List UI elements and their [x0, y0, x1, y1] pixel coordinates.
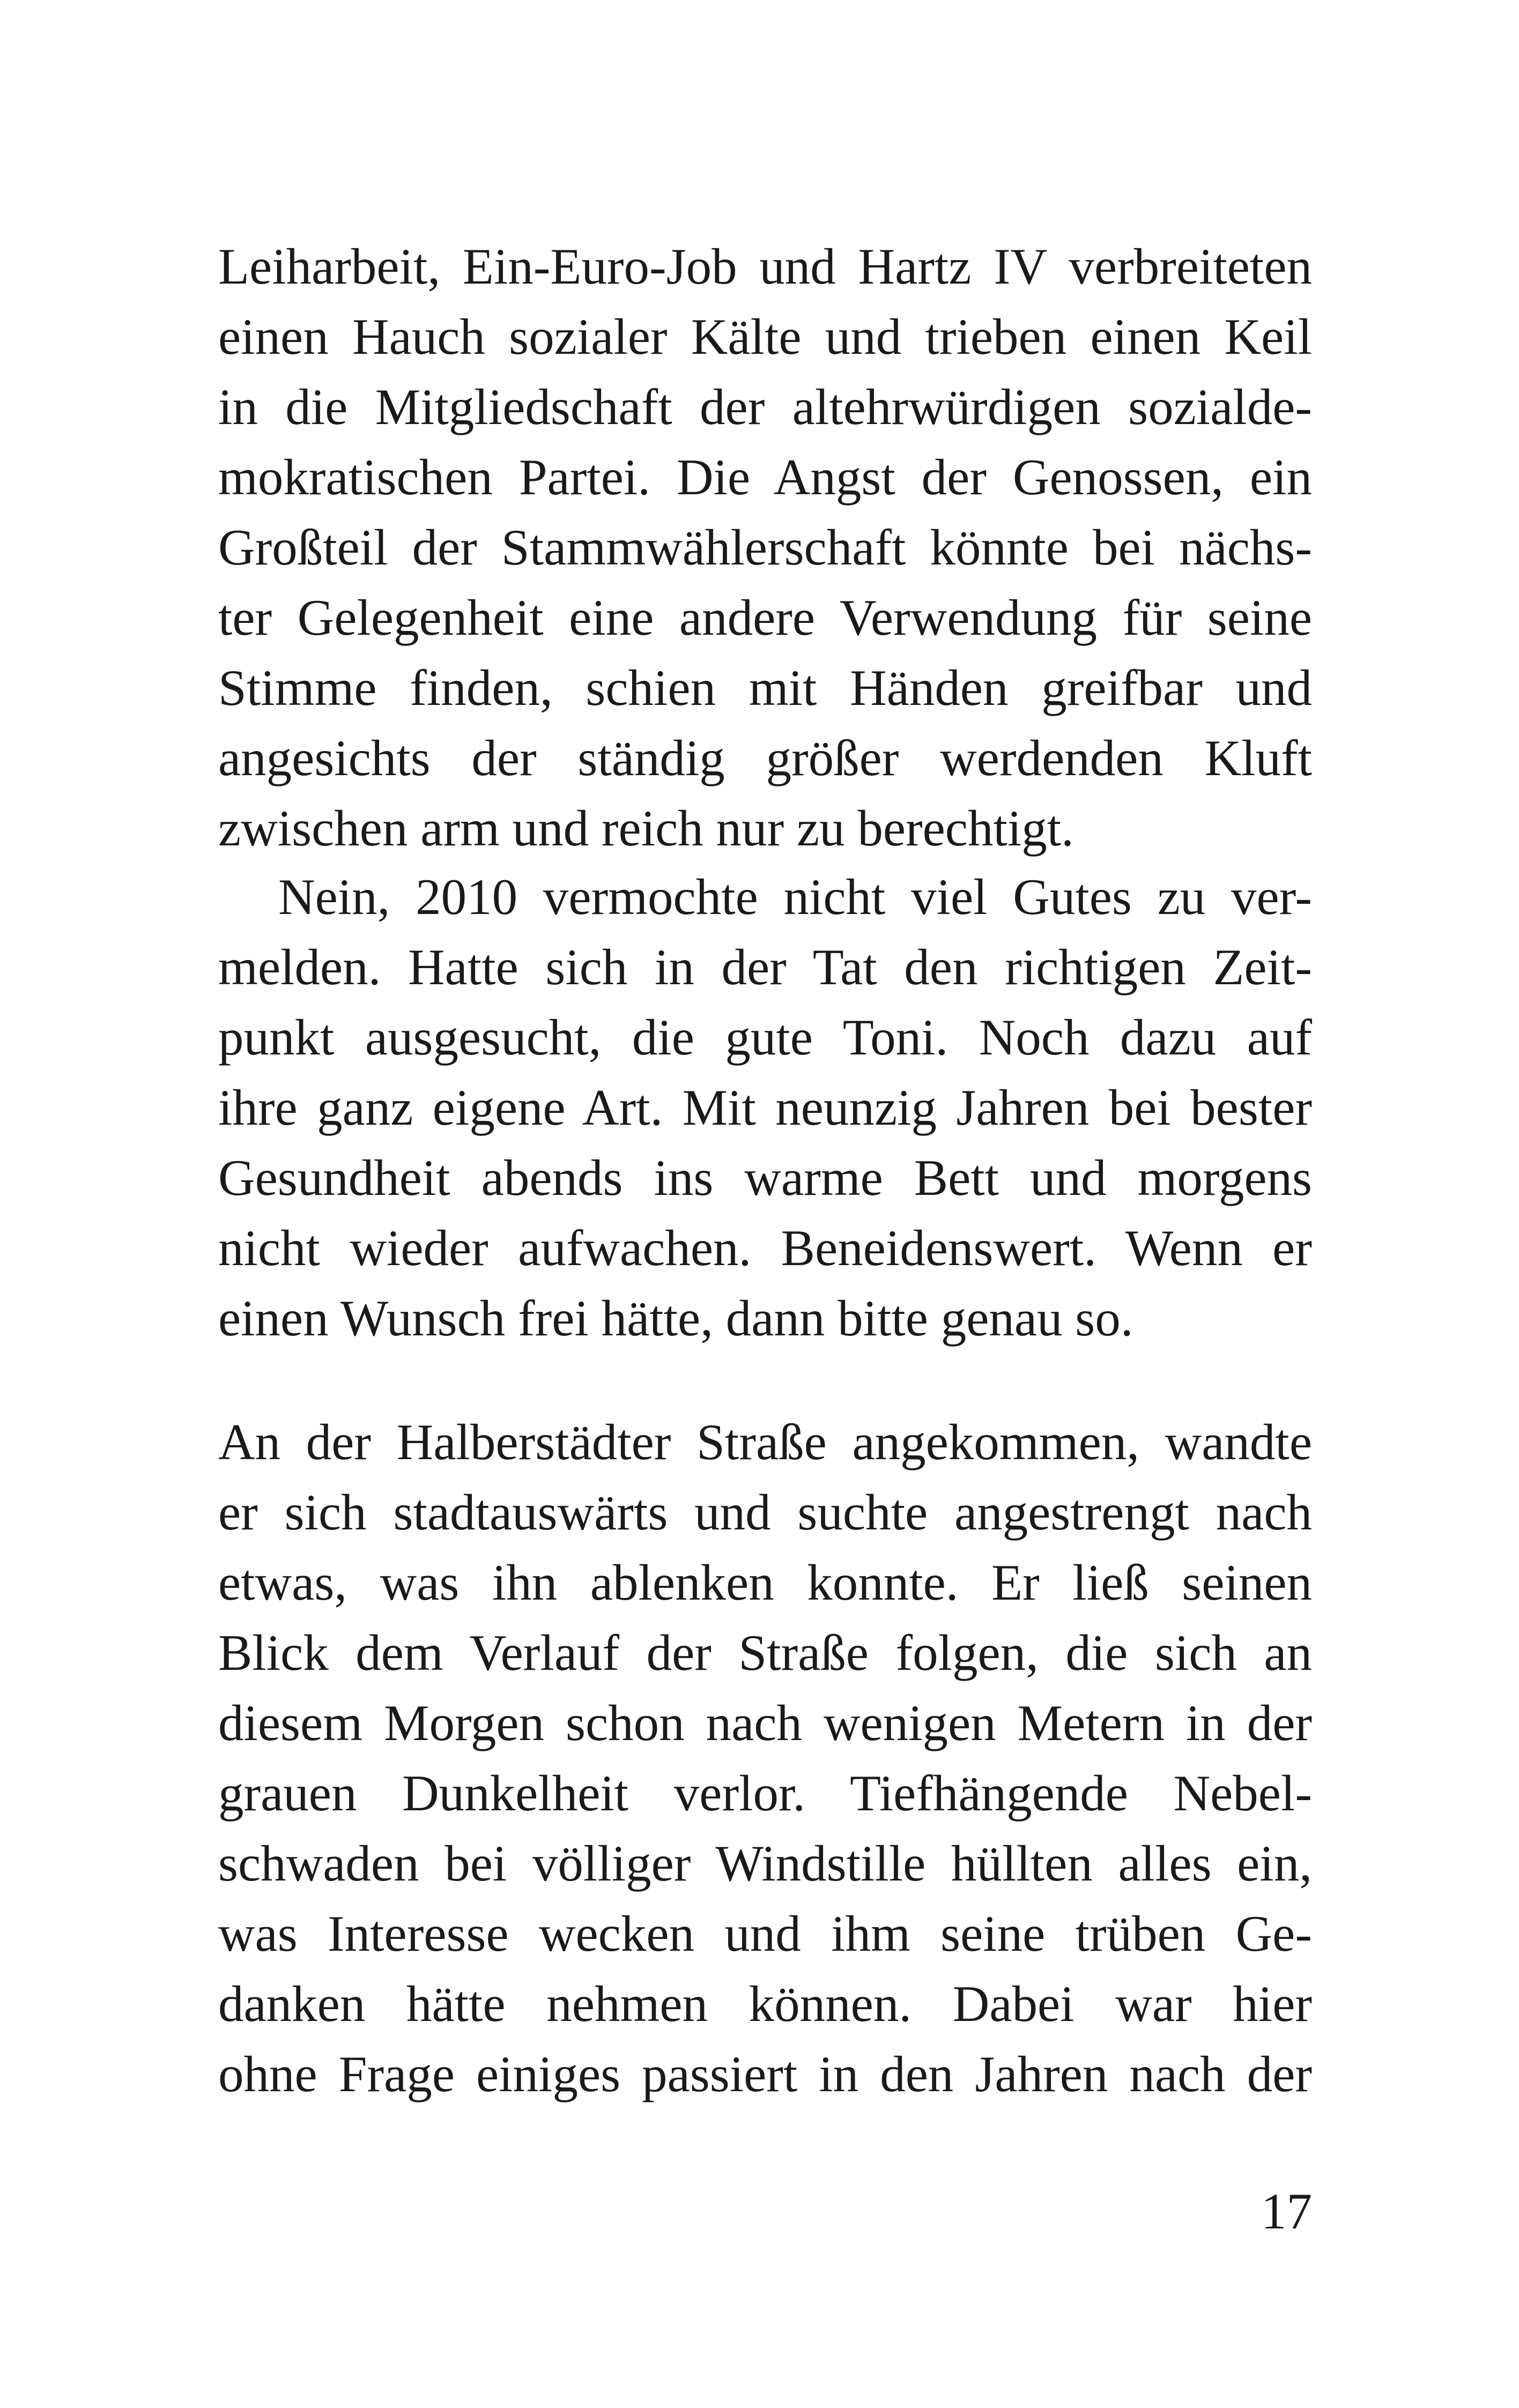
text-line: ohne Frage einiges passiert in den Jahren nach der — [218, 2046, 1312, 2102]
paragraph-1 — [218, 232, 1312, 864]
text-line: Gesundheit abends ins warme Bett und morgens — [218, 1149, 1312, 1206]
text-line: mokratischen Partei. Die Angst der Genossen, ein — [218, 449, 1312, 506]
text-line: etwas, was ihn ablenken konnte. Er ließ seinen — [218, 1554, 1312, 1611]
text-line: ter Gelegenheit eine andere Verwendung für seine — [218, 589, 1312, 646]
text-line: Großteil der Stammwählerschaft könnte bei nächs- — [218, 519, 1312, 576]
text-line: was Interesse wecken und ihm seine trüben Ge- — [218, 1905, 1312, 1962]
text-line: diesem Morgen schon nach wenigen Metern in der — [218, 1694, 1312, 1751]
text-line: Blick dem Verlauf der Straße folgen, die sich an — [218, 1624, 1312, 1681]
text-line: nicht wieder aufwachen. Beneidenswert. Wenn er — [218, 1220, 1312, 1276]
text-line: er sich stadtauswärts und suchte angestrengt nach — [218, 1484, 1312, 1541]
text-line: schwaden bei völliger Windstille hüllten alles ein, — [218, 1835, 1312, 1892]
text-line: An der Halberstädter Straße angekommen, wandte — [218, 1414, 1312, 1470]
text-line: danken hätte nehmen können. Dabei war hier — [218, 1975, 1312, 2032]
page-number: 17 — [1261, 2183, 1312, 2240]
text-line: Nein, 2010 vermochte nicht viel Gutes zu ver- — [278, 868, 1312, 925]
text-line: Leiharbeit, Ein-Euro-Job und Hartz IV verbreiteten — [218, 238, 1312, 295]
text-line: grauen Dunkelheit verlor. Tiefhängende Nebel- — [218, 1765, 1312, 1822]
text-line: in die Mitgliedschaft der altehrwürdigen sozialde- — [218, 378, 1312, 435]
paragraph-3 — [218, 1407, 1312, 2109]
paragraph-2 — [218, 862, 1312, 1354]
text-line: angesichts der ständig größer werdenden Kluft — [218, 730, 1312, 786]
text-line: Stimme finden, schien mit Händen greifbar und — [218, 659, 1312, 716]
text-line: punkt ausgesucht, die gute Toni. Noch dazu auf — [218, 1009, 1312, 1066]
text-line: melden. Hatte sich in der Tat den richtigen Zeit- — [218, 939, 1312, 995]
text-line: ihre ganz eigene Art. Mit neunzig Jahren bei bester — [218, 1079, 1312, 1136]
text-line: einen Hauch sozialer Kälte und trieben einen Keil — [218, 308, 1312, 365]
text-line: zwischen arm und reich nur zu berechtigt. — [218, 800, 1074, 857]
text-line: einen Wunsch frei hätte, dann bitte genau so. — [218, 1290, 1133, 1347]
